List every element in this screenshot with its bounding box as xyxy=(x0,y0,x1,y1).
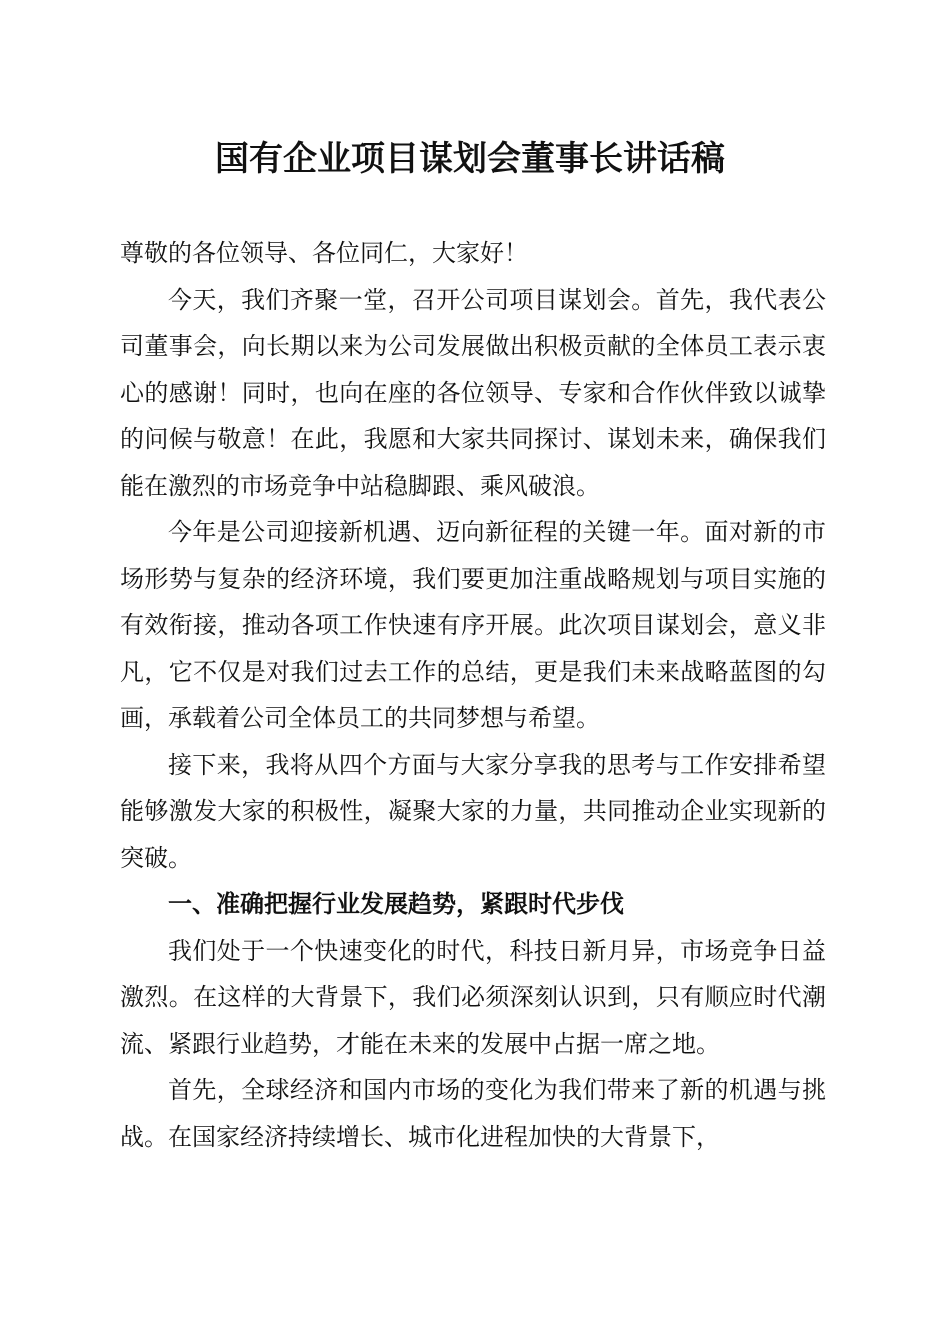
paragraph-era: 我们处于一个快速变化的时代，科技日新月异，市场竞争日益激烈。在这样的大背景下，我们必须深刻认识到，只有顺应时代潮流、紧跟行业趋势，才能在未来的发展中占据一席之地。 xyxy=(120,936,826,1058)
paragraph-key-year: 今年是公司迎接新机遇、迈向新征程的关键一年。面对新的市场形势与复杂的经济环境，我们要更加注重战略规划与项目实施的有效衔接，推动各项工作快速有序开展。此次项目谋划会，意义非凡，它不仅是对我们过去工作的总结，更是我们未来战略蓝图的勾画，承载着公司全体员工的共同梦想与希望。 xyxy=(120,518,826,732)
paragraph-outline: 接下来，我将从四个方面与大家分享我的思考与工作安排希望能够激发大家的积极性，凝聚大家的力量，共同推动企业实现新的突破。 xyxy=(120,750,826,872)
salutation: 尊敬的各位领导、各位同仁，大家好！ xyxy=(120,239,528,267)
paragraph-opening: 今天，我们齐聚一堂，召开公司项目谋划会。首先，我代表公司董事会，向长期以来为公司发展做出积极贡献的全体员工表示衷心的感谢！同时，也向在座的各位领导、专家和合作伙伴致以诚挚的问候与敬意！在此，我愿和大家共同探讨、谋划未来，确保我们能在激烈的市场竞争中站稳脚跟、乘风破浪。 xyxy=(120,285,826,500)
section-heading-1: 一、准确把握行业发展趋势，紧跟时代步伐 xyxy=(168,890,624,918)
document-title: 国有企业项目谋划会董事长讲话稿 xyxy=(215,139,725,179)
paragraph-first: 首先，全球经济和国内市场的变化为我们带来了新的机遇与挑战。在国家经济持续增长、城市化进程加快的大背景下， xyxy=(120,1076,826,1151)
document-body xyxy=(120,230,826,1160)
